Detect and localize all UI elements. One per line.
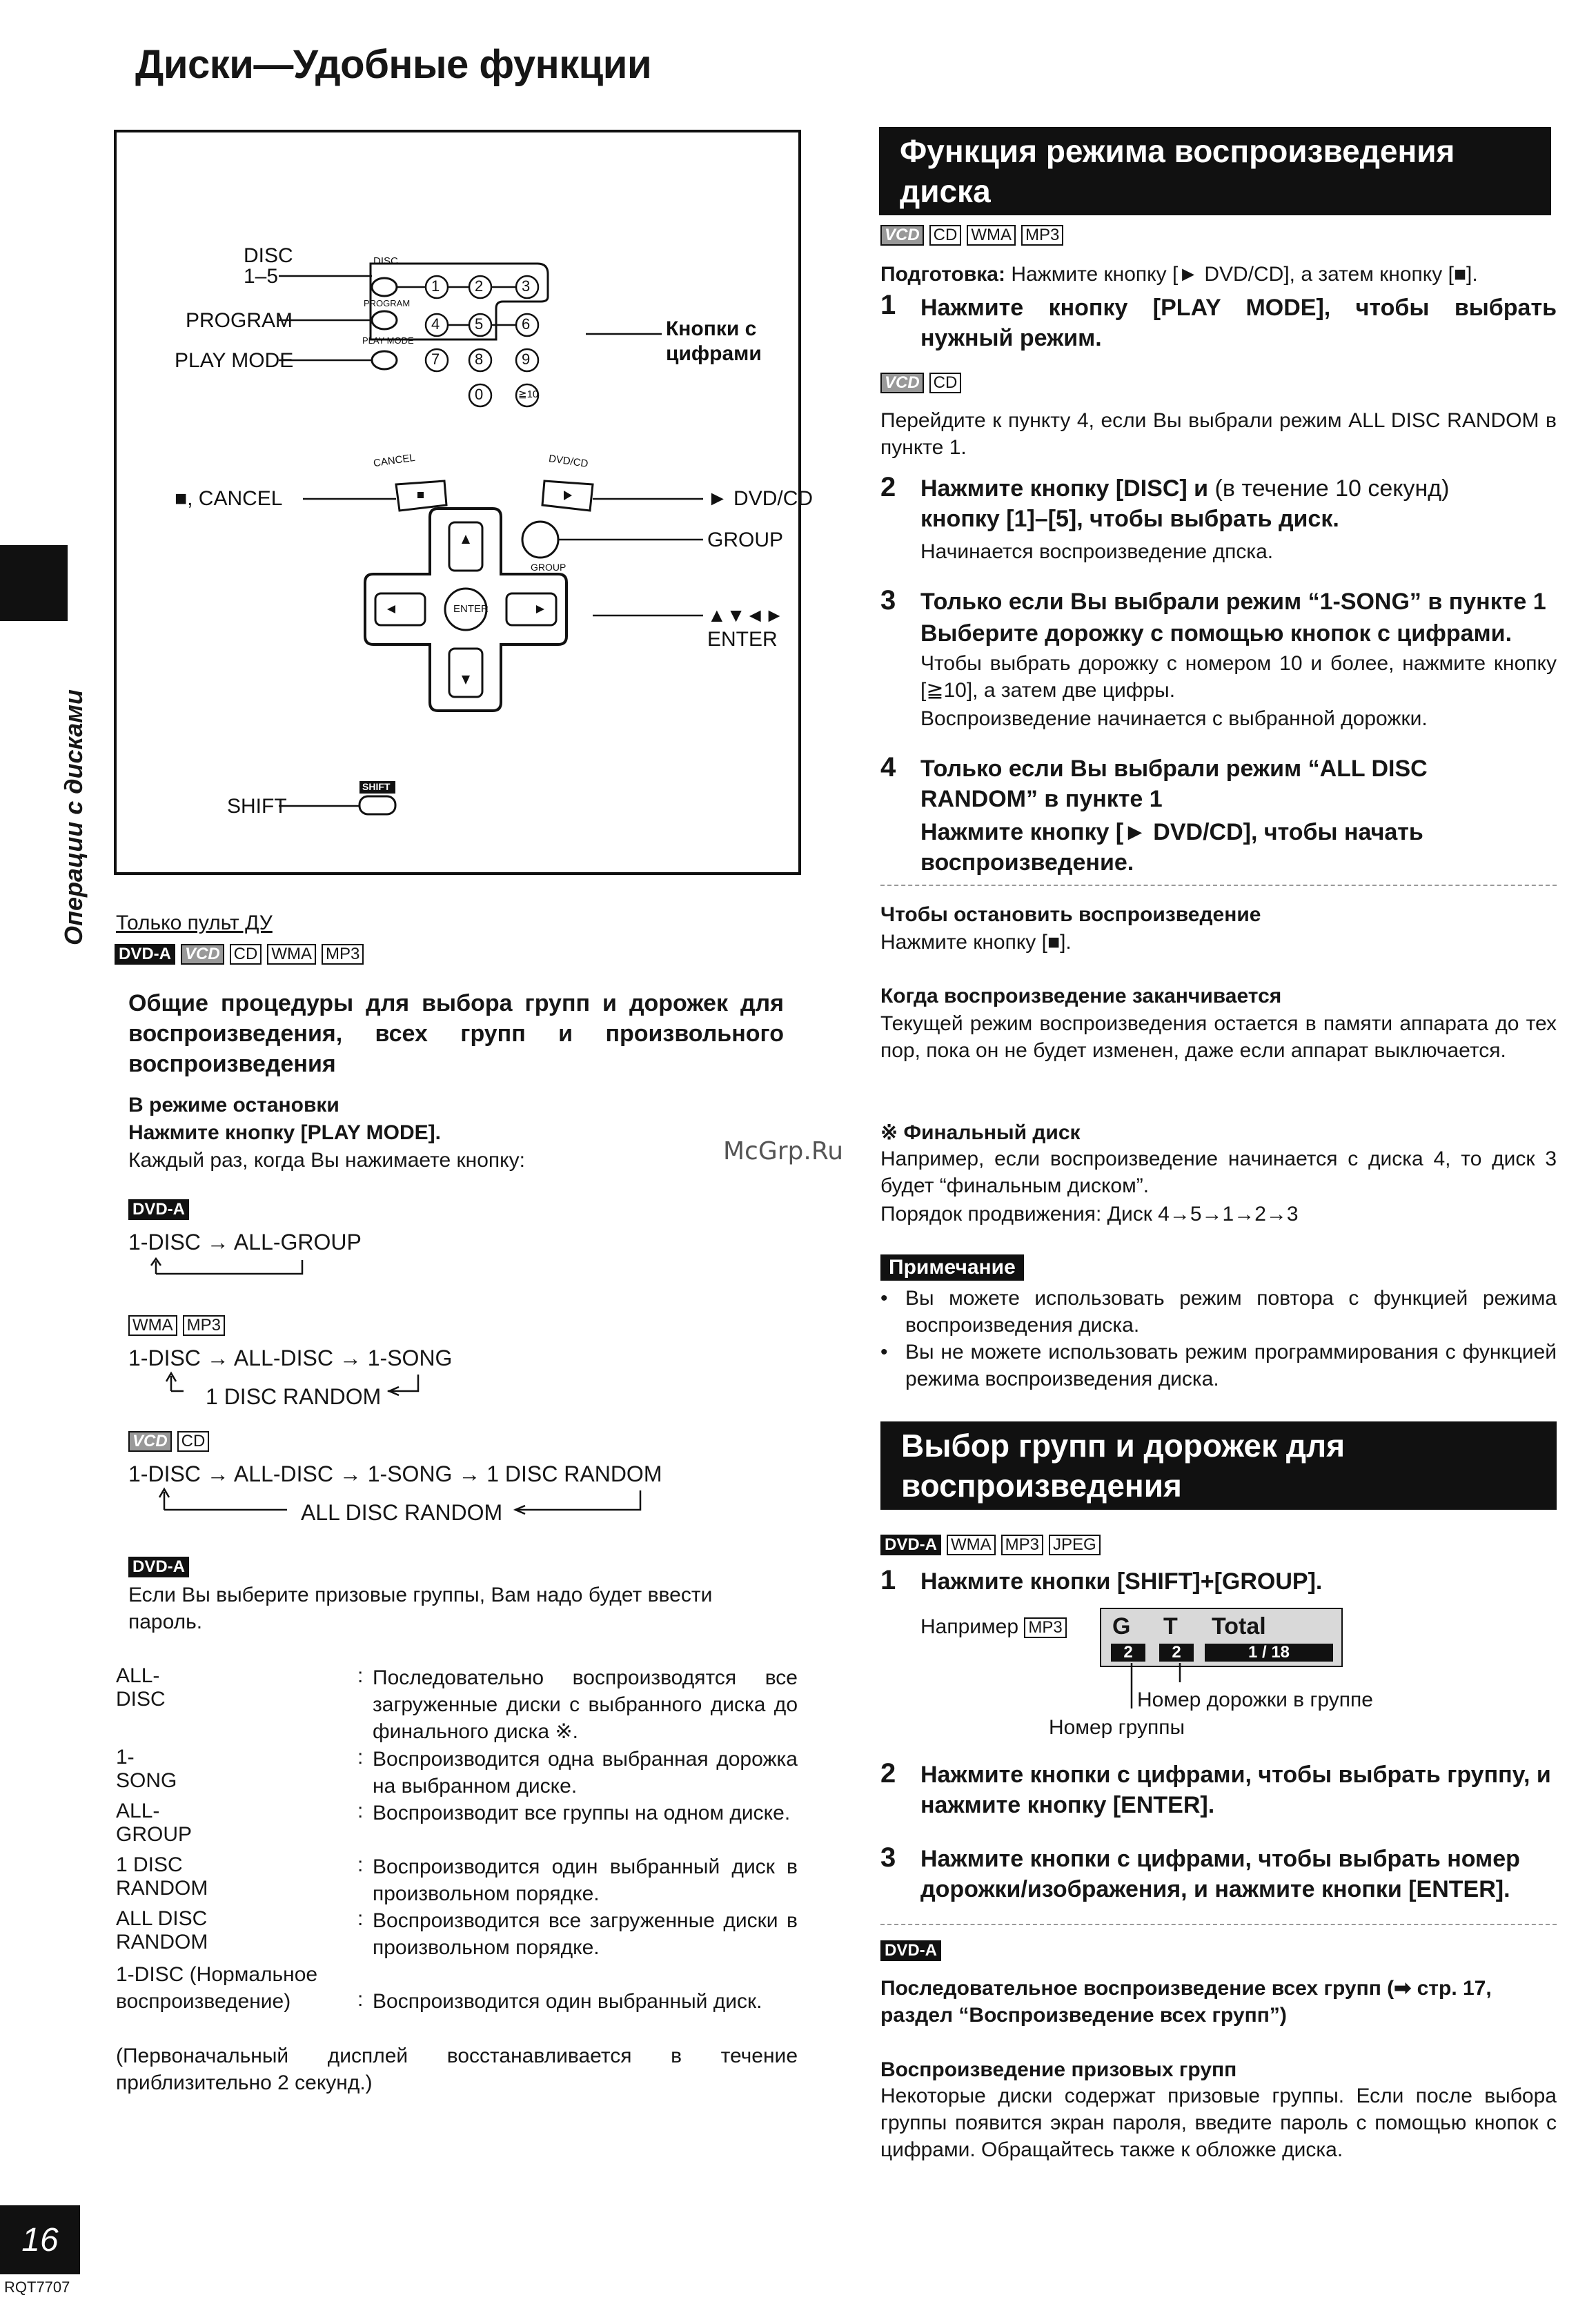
section-disc-play-mode-header: Функция режима воспроизведения диска: [879, 127, 1551, 215]
s2-step1-text: Нажмите кнопки [SHIFT]+[GROUP].: [920, 1568, 1323, 1595]
number-buttons-label-line1: Кнопки с: [666, 317, 757, 340]
down-arrow-button[interactable]: [449, 649, 482, 697]
vcdcd-note: Перейдите к пункту 4, если Вы выбрали режим ALL DISC RANDOM в пункте 1.: [880, 409, 1557, 459]
number-9-label: 9: [522, 351, 531, 368]
example-label-row: [920, 1613, 1072, 1640]
cancel-label: ■, CANCEL: [175, 487, 283, 510]
s2-step2-number: 2: [880, 1758, 896, 1789]
each-press-text: Каждый раз, когда Вы нажимаете кнопку:: [128, 1149, 525, 1172]
press-play-mode: Нажмите кнопку [PLAY MODE].: [128, 1121, 441, 1144]
prep-label: Подготовка:: [880, 263, 1005, 286]
s2-step2-text: Нажмите кнопки с цифрами, чтобы выбрать группу, и нажмите кнопку [ENTER].: [920, 1762, 1551, 1818]
s2-badge-dvda: DVD-A: [880, 1535, 941, 1555]
play-mode-button[interactable]: [372, 351, 397, 369]
play-mode-label: PLAY MODE: [175, 349, 294, 372]
def-term-1-disc-random: 1 DISC RANDOM: [116, 1853, 208, 1900]
dvdcd-label: ► DVD/CD: [707, 487, 814, 510]
password-badge-row: [128, 1557, 195, 1577]
left-disc-badges: [115, 944, 369, 965]
example-label: Например: [920, 1615, 1019, 1638]
model-code: RQT7707: [4, 2278, 70, 2296]
step1-number: 1: [880, 290, 896, 320]
track-count-display: 1 / 18: [1205, 1644, 1333, 1662]
badge-cd: CD: [230, 944, 262, 965]
up-arrow-button[interactable]: [449, 522, 482, 571]
prize-groups-title: Воспроизведение призовых групп: [880, 2058, 1237, 2081]
disc-label: DISC: [244, 244, 293, 267]
badge-vcd-flow3: VCD: [128, 1431, 172, 1452]
note-list: [880, 1285, 1557, 1392]
password-note: Если Вы выберите призовые группы, Вам надо будет ввести пароль.: [128, 1584, 713, 1633]
stop-text: Нажмите кнопку [■].: [880, 931, 1072, 954]
s2-step3-text: Нажмите кнопки с цифрами, чтобы выбрать номер дорожки/изображения, и нажмите кнопки [ENTER].: [920, 1846, 1520, 1902]
enter-small-label: ENTER: [453, 603, 489, 615]
procedures-heading: Общие процедуры для выбора групп и дорожек для воспроизведения, всех групп и произвольного воспроизведения: [128, 990, 784, 1077]
number-4-label: 4: [431, 315, 440, 333]
total-label: Total: [1212, 1613, 1266, 1639]
group-small-label: GROUP: [531, 562, 566, 573]
section1-badges: [880, 225, 1069, 246]
s2-badge-mp3: MP3: [1001, 1535, 1043, 1555]
badge-vcd: VCD: [181, 944, 224, 965]
program-button[interactable]: [372, 311, 397, 329]
cancel-button[interactable]: [396, 481, 446, 511]
def-text-all-disc: Последовательно воспроизводятся все загруженные диски с выбранного диска до финального диска ※.: [373, 1666, 798, 1743]
page-number: 16: [0, 2205, 80, 2274]
shift-label: SHIFT: [227, 795, 287, 818]
program-small-label: PROGRAM: [364, 298, 411, 308]
shift-small-label: SHIFT: [362, 781, 391, 792]
step3-text: Выберите дорожку с помощью кнопок с цифрами.: [920, 620, 1512, 647]
number-2-label: 2: [475, 277, 484, 295]
number-5-label: 5: [475, 315, 484, 333]
s1-badge-wma: WMA: [967, 225, 1016, 246]
group-number-display: 2: [1111, 1644, 1145, 1662]
side-tab-label: Операции с дисками: [59, 689, 88, 945]
vcdcd-badges: [880, 373, 967, 393]
dvdcd-button[interactable]: [542, 481, 593, 511]
step3-number: 3: [880, 585, 896, 616]
right-arrow-button[interactable]: [506, 593, 556, 625]
track-number-display: 2: [1159, 1644, 1194, 1662]
step2-number: 2: [880, 472, 896, 502]
def-term-1-disc: 1-DISC (Нормальное воспроизведение): [116, 1963, 318, 2013]
flow2-random-text: 1 DISC RANDOM: [206, 1384, 382, 1409]
s2-dvda-badge: DVD-A: [880, 1940, 941, 1961]
group-number-label: Номер группы: [1049, 1716, 1185, 1739]
track-icon: T: [1163, 1613, 1178, 1639]
display-example: [1100, 1608, 1343, 1667]
track-in-group-label: Номер дорожки в группе: [1137, 1688, 1373, 1711]
def-text-all-disc-random: Воспроизводится все загруженные диски в произвольном порядке.: [373, 1909, 798, 1959]
note-item: • Вы можете использовать режим повтора с функцией режима воспроизведения диска.: [880, 1287, 1557, 1337]
side-tab-marker: [0, 545, 68, 621]
flow3-text: 1-DISC → ALL-DISC → 1-SONG → 1 DISC RANDOM: [128, 1461, 662, 1486]
note-header: Примечание: [880, 1254, 1024, 1281]
number-0-label: 0: [475, 386, 484, 403]
step2-normal: (в течение 10 секунд): [1214, 475, 1450, 502]
s2-dvda-badge-row: [880, 1940, 947, 1961]
step3-subtext2: Воспроизведение начинается с выбранной дорожки.: [920, 707, 1428, 730]
flow2-badge-row: [128, 1315, 230, 1336]
sequential-play-title: Последовательное воспроизведение всех групп (➡ стр. 17, раздел “Воспроизведение всех групп”): [880, 1977, 1492, 2027]
step2-subtext: Начинается воспроизведение дпска.: [920, 540, 1274, 563]
step2-bold1: Нажмите кнопку [DISC] и: [920, 475, 1209, 502]
flow1-loop-arrow: [128, 1253, 315, 1281]
flow3-random-text: ALL DISC RANDOM: [301, 1500, 503, 1525]
badge-mp3: MP3: [322, 944, 364, 965]
group-label: GROUP: [707, 529, 784, 551]
def-term-all-disc: ALL-DISC: [116, 1664, 166, 1711]
flow1-badge-row: [128, 1199, 195, 1220]
arrows-label: ▲▼◄►: [707, 604, 784, 626]
number-3-label: 3: [522, 277, 531, 295]
order-text: Порядок продвижения: Диск 4→5→1→2→3: [880, 1203, 1299, 1225]
number-10-label: ≧10: [518, 388, 539, 400]
def-text-1-disc-random: Воспроизводится один выбранный диск в произвольном порядке.: [373, 1855, 798, 1905]
badge-dvda-flow1: DVD-A: [128, 1199, 189, 1220]
step4-number: 4: [880, 752, 896, 782]
final-disc-text: Например, если воспроизведение начинается с диска 4, то диск 3 будет “финальным диском”.: [880, 1148, 1557, 1197]
step2-text: [920, 473, 1557, 534]
step3-subtext1: Чтобы выбрать дорожку с номером 10 и более, нажмите кнопку [≧10], а затем две цифры.: [920, 652, 1557, 702]
program-label: PROGRAM: [186, 309, 293, 332]
example-badge: MP3: [1024, 1617, 1066, 1638]
flow2-text: 1-DISC → ALL-DISC → 1-SONG: [128, 1346, 453, 1370]
group-button[interactable]: [522, 522, 558, 558]
end-title: Когда воспроизведение заканчивается: [880, 985, 1282, 1007]
prep-text: Нажмите кнопку [► DVD/CD], а затем кнопку [■].: [1011, 263, 1478, 286]
number-6-label: 6: [522, 315, 531, 333]
badge-mp3-flow2: MP3: [183, 1315, 225, 1336]
stop-mode-label: В режиме остановки: [128, 1094, 339, 1116]
s2-step1-number: 1: [880, 1565, 896, 1595]
remote-only-label: Только пульт ДУ: [116, 912, 273, 934]
step3-condition: Только если Вы выбрали режим “1-SONG” в пункте 1: [920, 589, 1546, 615]
s1-badge-cd: CD: [929, 225, 962, 246]
enter-label: ENTER: [707, 628, 778, 651]
s2-badge-jpeg: JPEG: [1049, 1535, 1101, 1555]
number-buttons-label-line2: цифрами: [666, 342, 762, 365]
remote-figure: [114, 130, 814, 875]
page-title: Диски—Удобные функции: [135, 42, 652, 87]
vcd-badge-2: VCD: [880, 373, 924, 393]
flow3-badge-row: [128, 1431, 215, 1452]
flow1-text: 1-DISC → ALL-GROUP: [128, 1230, 362, 1254]
s1-badge-mp3: MP3: [1021, 225, 1063, 246]
def-text-all-group: Воспроизводит все группы на одном диске.: [373, 1802, 791, 1824]
end-text: Текущей режим воспроизведения остается в памяти аппарата до тех пор, пока он не будет изменен, даже если аппарат выключается.: [880, 1012, 1557, 1062]
step4-condition: Только если Вы выбрали режим “ALL DISC RANDOM” в пункте 1: [920, 756, 1428, 812]
def-term-all-disc-random: ALL DISC RANDOM: [116, 1907, 208, 1953]
s2-step3-number: 3: [880, 1842, 896, 1873]
badge-wma-flow2: WMA: [128, 1315, 177, 1336]
divider-2: [880, 1924, 1557, 1925]
watermark: McGrp.Ru: [723, 1137, 844, 1165]
def-term-all-group: ALL-GROUP: [116, 1800, 193, 1846]
disc-button[interactable]: [372, 278, 397, 296]
step4-text: Нажмите кнопку [► DVD/CD], чтобы начать воспроизведение.: [920, 819, 1423, 876]
badge-dvda-password: DVD-A: [128, 1557, 189, 1577]
badge-cd-flow3: CD: [177, 1431, 210, 1452]
def-text-1-disc: Воспроизводится один выбранный диск.: [373, 1990, 762, 2013]
def-text-1-song: Воспроизводится одна выбранная дорожка на выбранном диске.: [373, 1748, 798, 1798]
number-8-label: 8: [475, 351, 484, 368]
preparation-line: [880, 261, 1557, 288]
note-item: • Вы не можете использовать режим программирования с функцией режима воспроизведения диска.: [880, 1341, 1557, 1390]
step1-text: Нажмите кнопку [PLAY MODE], чтобы выбрать нужный режим.: [920, 295, 1557, 351]
def-term-1-song: 1-SONG: [116, 1746, 177, 1792]
left-arrow-button[interactable]: [375, 593, 425, 625]
cd-badge-2: CD: [929, 373, 962, 393]
s2-badge-wma: WMA: [947, 1535, 996, 1555]
initial-display-footnote: (Первоначальный дисплей восстанавливается в течение приблизительно 2 секунд.): [116, 2045, 798, 2094]
stop-title: Чтобы остановить воспроизведение: [880, 903, 1261, 926]
final-disc-title: ※ Финальный диск: [880, 1121, 1081, 1144]
badge-dvda: DVD-A: [115, 944, 175, 965]
play-mode-small-label: PLAY MODE: [362, 335, 414, 346]
badge-wma: WMA: [267, 944, 316, 965]
disc-range-label: 1–5: [244, 265, 279, 288]
section-group-track-header: Выбор групп и дорожек для воспроизведения: [880, 1421, 1557, 1510]
s1-badge-vcd: VCD: [880, 225, 924, 246]
step2-bold2: кнопку [1]–[5], чтобы выбрать диск.: [920, 506, 1339, 532]
number-7-label: 7: [431, 351, 440, 368]
prize-groups-text: Некоторые диски содержат призовые группы. Если после выбора группы появится экран пароля, введите пароль с помощью кнопок с цифрами. Обращайтесь также к обложке диска.: [880, 2085, 1557, 2161]
section2-badges: [880, 1535, 1106, 1555]
number-1-label: 1: [431, 277, 440, 295]
dvdcd-small-label: DVD/CD: [548, 453, 589, 470]
group-icon: G: [1112, 1613, 1131, 1639]
cancel-small-label: CANCEL: [373, 451, 416, 470]
disc-small-label: DISC: [373, 255, 398, 267]
divider-1: [880, 885, 1557, 886]
